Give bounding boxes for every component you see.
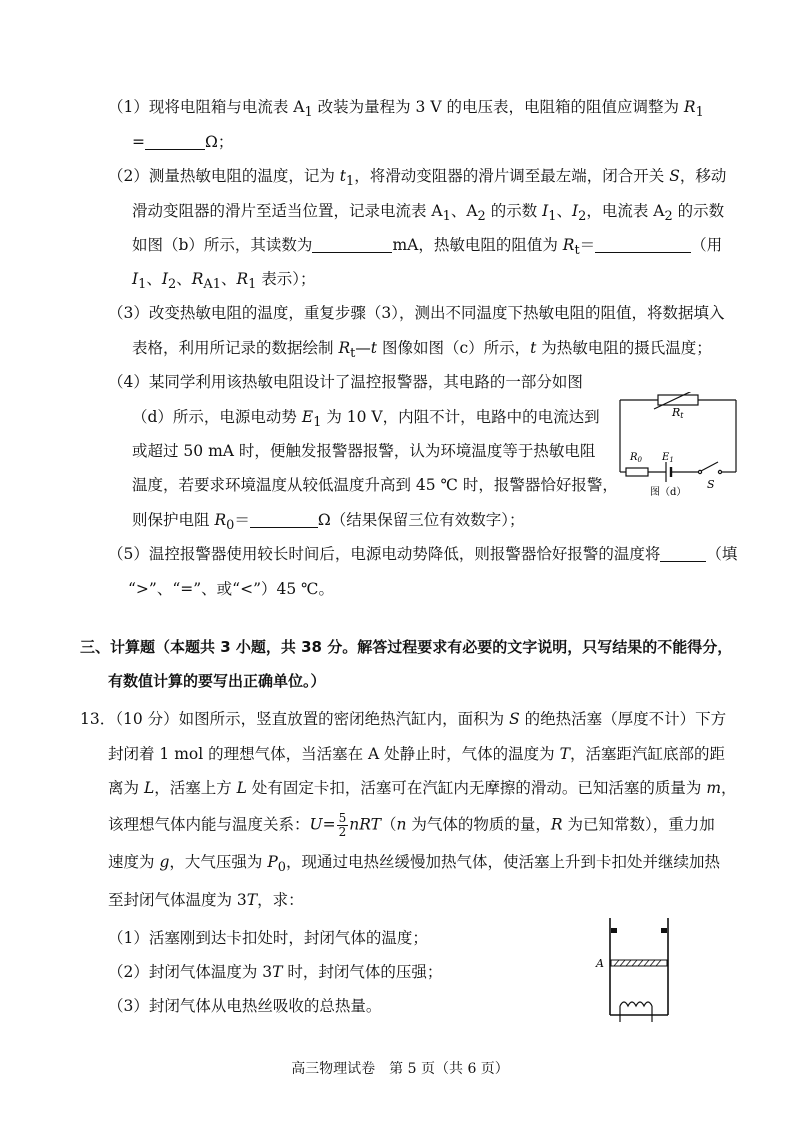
fraction-five-halves: $\frac{5}{2}$ bbox=[338, 811, 347, 839]
q13-line5: 速度为 g，大气压强为 $P_0$，现通过电热丝缓慢加热气体，使活塞上升到卡扣处并继续加热 bbox=[108, 853, 720, 876]
q12-part2-line3: 如图（b）所示，其读数为 mA，热敏电阻的阻值为 $R_t=$ （用 bbox=[132, 236, 723, 259]
q12-part4-line2: （d）所示，电源电动势 $E_1$ 为 10 V，内阻不计，电路中的电流达到 bbox=[132, 408, 600, 431]
q13-line3: 离为 L，活塞上方 L 处有固定卡扣，活塞可在汽缸内无摩擦的滑动。已知活塞的质量为 m， bbox=[108, 779, 737, 797]
answer-blank-rt[interactable] bbox=[595, 236, 691, 253]
answer-blank-reading[interactable] bbox=[312, 236, 392, 253]
cylinder-diagram bbox=[590, 910, 680, 1026]
rt-label: Rt bbox=[672, 406, 684, 420]
q12-part4-line5: 则保护电阻 $R_0= \Omega$（结果保留三位有效数字）； bbox=[132, 511, 525, 534]
resistor-r0-symbol bbox=[626, 468, 648, 476]
q13-sub1: （1）活塞刚到达卡扣处时，封闭气体的温度； bbox=[108, 929, 428, 947]
figure-d-caption: 图（d） bbox=[650, 487, 687, 498]
q13-line2: 封闭着 1 mol 的理想气体，当活塞在 A 处静止时，气体的温度为 T，活塞距汽缸底部的距 bbox=[108, 745, 725, 763]
s-label: S bbox=[707, 478, 715, 491]
answer-blank-r1[interactable] bbox=[145, 133, 205, 150]
q12-part5-line2: “>”、“=”、或“<”）45 ℃。 bbox=[128, 580, 334, 598]
q12-part1-line1: （1）现将电阻箱与电流表 $A_1$ 改装为量程为 3 V 的电压表，电阻箱的阻值应调整为 $R_1$ bbox=[108, 98, 704, 121]
circuit-diagram-d bbox=[614, 392, 742, 502]
q12-part3-line2: 表格，利用所记录的数据绘制 $R_t—t$ 图像如图（c）所示，t 为热敏电阻的摄氏温度； bbox=[132, 339, 712, 362]
q12-part2-line4: $I_1$、$I_2$、$R_{A1}$、$R_1$ 表示）； bbox=[132, 270, 316, 293]
q13-line6: 至封闭气体温度为 3T，求： bbox=[108, 891, 304, 909]
q12-part5-line1: （5）温控报警器使用较长时间后，电源电动势降低，则报警器恰好报警的温度将 （填 bbox=[108, 545, 738, 563]
e1-label: $E_1$ bbox=[662, 452, 674, 464]
answer-blank-temperature[interactable] bbox=[660, 545, 706, 562]
q12-part1-line2: = Ω； bbox=[132, 133, 234, 151]
clamp-right bbox=[661, 928, 667, 933]
clamp-left bbox=[611, 928, 617, 933]
section-3-heading-line2: 有数值计算的要写出正确单位。） bbox=[108, 672, 326, 690]
section-3-heading-line1: 三、计算题（本题共 3 小题，共 38 分。解答过程要求有必要的文字说明，只写结果的不能得分， bbox=[80, 638, 733, 656]
q13-line4: 该理想气体内能与温度关系：U= $\frac{5}{2}$ nRT（n 为气体的物质的量，R 为已知常数），重力加 bbox=[108, 811, 715, 839]
heating-coil bbox=[620, 1002, 652, 1022]
q12-part2-line1: （2）测量热敏电阻的温度，记为 $t_1$，将滑动变阻器的滑片调至最左端，闭合开关 S，移动 bbox=[108, 167, 727, 190]
q12-part4-line4: 温度，若要求环境温度从较低温度升高到 45 ℃ 时，报警器恰好报警， bbox=[132, 476, 618, 494]
q12-part2-line2: 滑动变阻器的滑片至适当位置，记录电流表 $A_1$、$A_2$ 的示数 $I_1$、$I_2$，电流表 $A_2$ 的示数 bbox=[132, 202, 725, 225]
page-footer: 高三物理试卷 第 5 页（共 6 页） bbox=[291, 1061, 509, 1077]
q13-sub3: （3）封闭气体从电热丝吸收的总热量。 bbox=[108, 997, 382, 1015]
switch-symbol bbox=[701, 462, 718, 471]
answer-blank-r0[interactable] bbox=[250, 511, 318, 528]
piston-label-a: A bbox=[596, 957, 604, 970]
q12-part4-line1: （4）某同学利用该热敏电阻设计了温控报警器，其电路的一部分如图 bbox=[108, 373, 583, 391]
r0-label: $R_0$ bbox=[630, 452, 642, 464]
thermistor-symbol bbox=[658, 395, 698, 405]
q12-part3-line1: （3）改变热敏电阻的温度，重复步骤（3），测出不同温度下热敏电阻的阻值，将数据填入 bbox=[108, 304, 725, 322]
q12-part4-line3: 或超过 50 mA 时，便触发报警器报警，认为环境温度等于热敏电阻 bbox=[132, 442, 596, 460]
q13-line1: 13．（10 分）如图所示，竖直放置的密闭绝热汽缸内，面积为 S 的绝热活塞（厚度不计）下方 bbox=[80, 710, 727, 728]
q13-sub2: （2）封闭气体温度为 3T 时，封闭气体的压强； bbox=[108, 963, 443, 981]
